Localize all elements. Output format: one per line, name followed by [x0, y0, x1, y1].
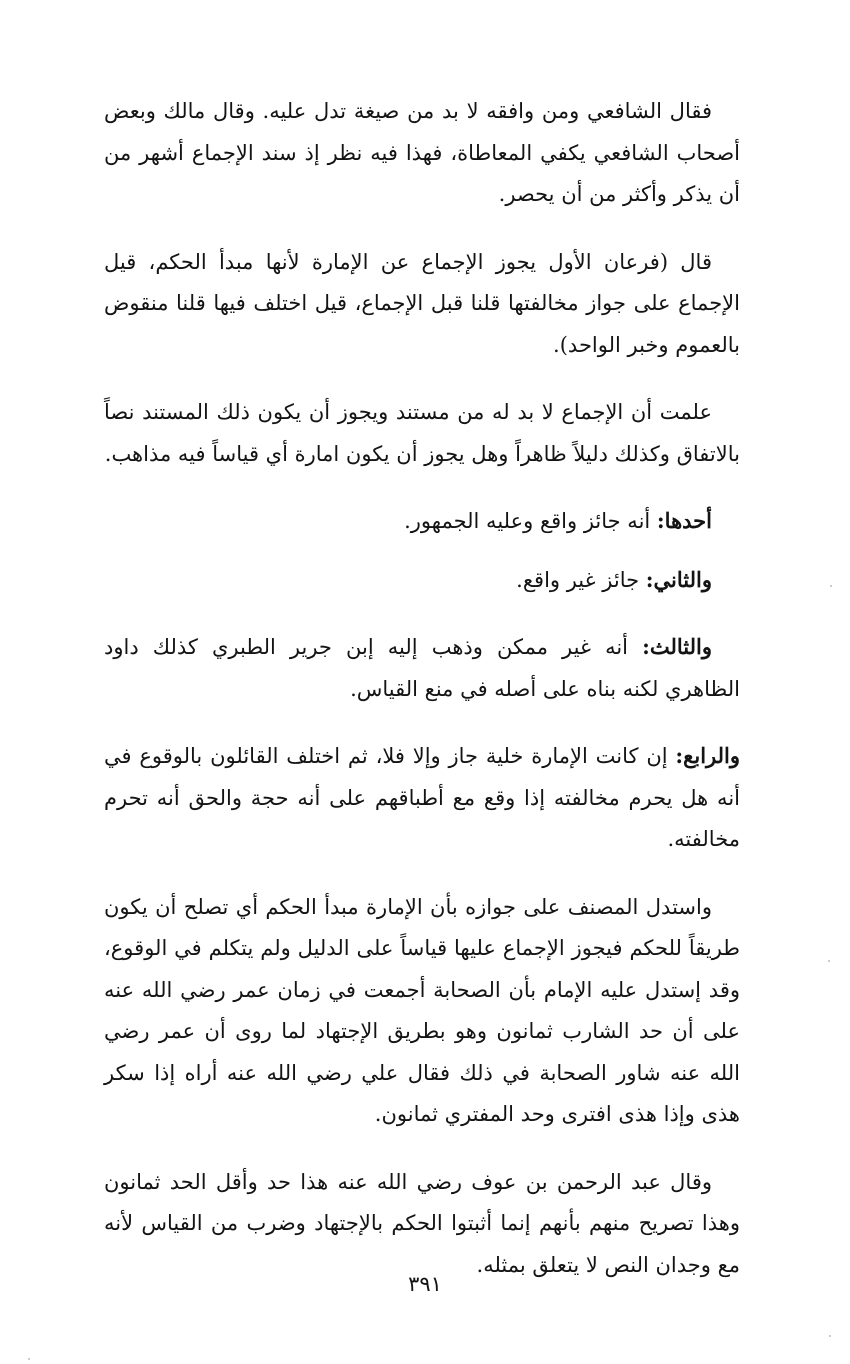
document-body	[104, 90, 740, 1311]
paragraph-2-text: قال (فرعان الأول يجوز الإجماع عن الإمارة لأنها مبدأ الحكم، قيل الإجماع على جواز مخالفتها قلنا قبل الإجماع، قيل اختلف فيها قلنا منقوض بالعموم وخبر الواحد).	[104, 249, 740, 357]
opinion-1-text: أنه جائز واقع وعليه الجمهور.	[404, 509, 657, 533]
paragraph-1	[104, 90, 740, 216]
scan-speck	[28, 1358, 30, 1360]
opinion-1	[104, 500, 740, 543]
opinion-4	[104, 735, 740, 861]
paragraph-3	[104, 391, 740, 475]
scan-speck	[828, 960, 830, 962]
page-number: ٣٩١	[408, 1272, 442, 1296]
scan-speck	[829, 1335, 831, 1337]
paragraph-1-text: فقال الشافعي ومن وافقه لا بد من صيغة تدل عليه. وقال مالك وبعض أصحاب الشافعي يكفي المعاطاة، فهذا فيه نظر إذ سند الإجماع أشهر من أن يذكر وأكثر من أن يحصر.	[104, 99, 740, 206]
opinion-2-text: جائز غير واقع.	[516, 567, 646, 592]
paragraph-8	[104, 886, 740, 1136]
opinion-4-lead: والرابع:	[675, 743, 740, 768]
paragraph-8-text: واستدل المصنف على جوازه بأن الإمارة مبدأ الحكم أي تصلح أن يكون طريقاً للحكم فيجوز الإجماع عليها قياساً على الدليل ولم يتكلم في الوقوع، وقد إستدل عليه الإمام بأن الصحابة أجمعت في زمان عمر رضي الله عنه على أن حد الشارب ثمانون وهو بطريق الإجتهاد لما روى أن عمر رضي الله عنه شاور الصحابة في ذلك فقال علي رضي الله عنه أراه إذا سكر هذى وإذا هذى افترى وحد المفتري ثمانون.	[104, 894, 740, 1126]
opinion-4-text: إن كانت الإمارة خلية جاز وإلا فلا، ثم اختلف القائلون بالوقوع في أنه هل يحرم مخالفته إذا وقع مع أطباقهم على أنه حجة والحق أنه تحرم مخالفته.	[104, 744, 740, 851]
scan-speck	[830, 585, 832, 587]
paragraph-9	[104, 1161, 740, 1287]
opinion-3-text: أنه غير ممكن وذهب إليه إبن جرير الطبري كذلك داود الظاهري لكنه بناه على أصله في منع القياس.	[104, 635, 740, 701]
opinion-3	[104, 626, 740, 710]
paragraph-9-text: وقال عبد الرحمن بن عوف رضي الله عنه هذا حد وأقل الحد ثمانون وهذا تصريح منهم بأنهم إنما أثبتوا الحكم بالإجتهاد وضرب من القياس لأنه مع وجدان النص لا يتعلق بمثله.	[104, 1169, 740, 1277]
opinion-1-lead: أحدها:	[656, 508, 712, 533]
opinion-2	[104, 559, 740, 602]
opinion-2-lead: والثاني:	[645, 566, 712, 592]
paragraph-2	[104, 241, 740, 367]
paragraph-3-text: علمت أن الإجماع لا بد له من مستند ويجوز أن يكون ذلك المستند نصاً بالاتفاق وكذلك دليلاً ظاهراً وهل يجوز أن يكون امارة أي قياساً فيه مذاهب.	[104, 400, 740, 466]
opinion-3-lead: والثالث:	[642, 634, 712, 659]
